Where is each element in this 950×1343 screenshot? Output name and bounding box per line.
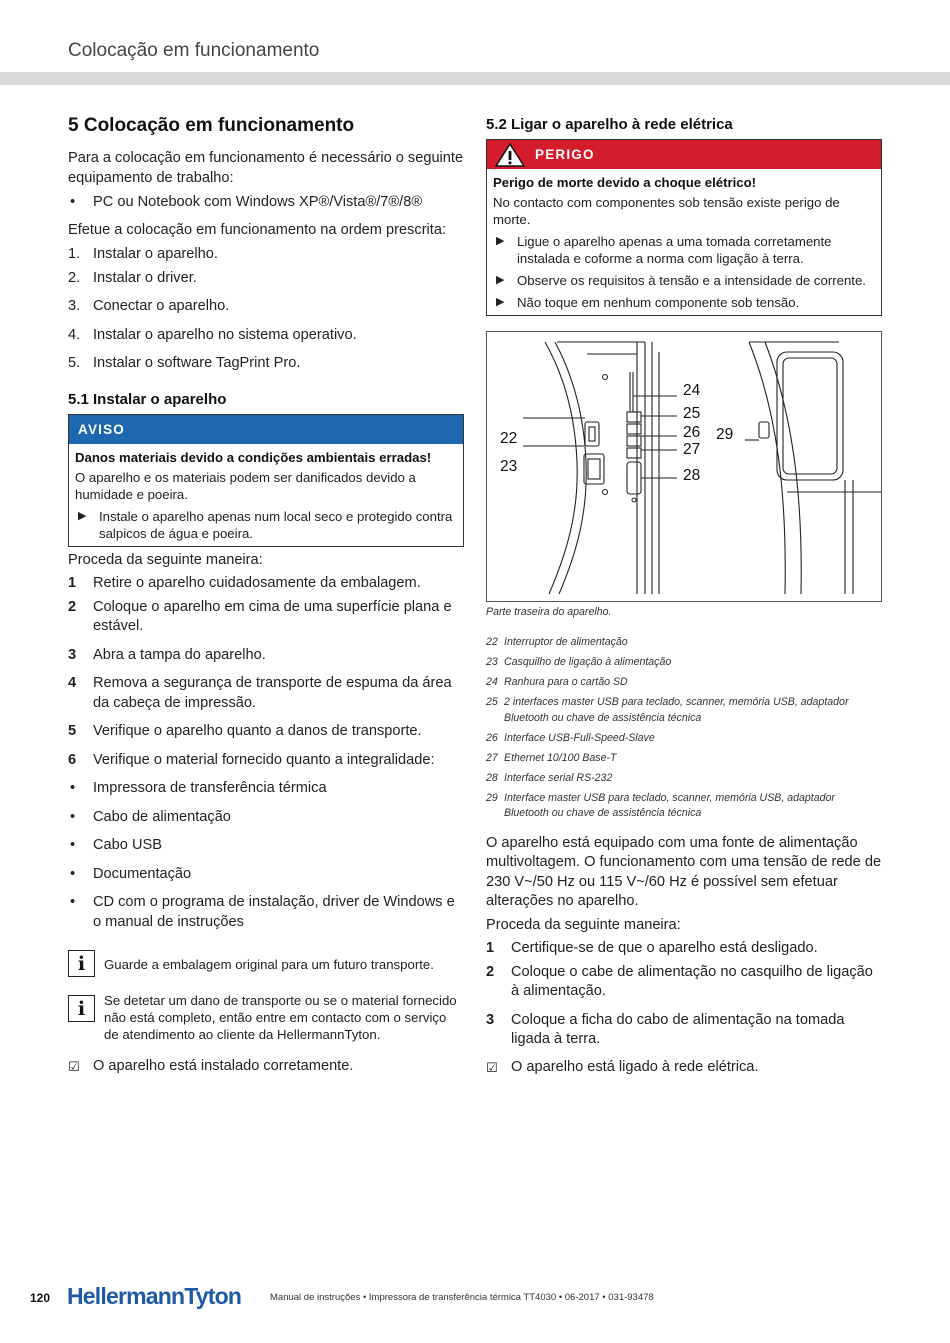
danger-heading: Perigo de morte devido a choque elétrico! xyxy=(493,175,757,190)
contents-item: • Impressora de transferência térmica xyxy=(70,780,327,796)
triangle-bullet-icon: ▶ xyxy=(496,274,505,286)
install-step: 3 Abra a tampa do aparelho. xyxy=(68,646,266,663)
contents-item: • Documentação xyxy=(70,865,192,882)
subsection-title: 5.1 Instalar o aparelho xyxy=(68,390,227,408)
brand-logo: HellermannTyton xyxy=(67,1283,242,1309)
legend-item: 23 Casquilho de ligação à alimentação xyxy=(486,656,672,668)
footer-text: Manual de instruções • Impressora de transferência térmica TT4030 • 06-2017 • 031-93478 xyxy=(270,1292,654,1303)
legend-item: 22 Interruptor de alimentação xyxy=(486,636,628,648)
figure-caption: Parte traseira do aparelho. xyxy=(486,606,612,618)
power-paragraph: O aparelho está equipado com uma fonte de alimentação multivoltagem. O funcionamento com uma tensão de rede de 230 V~/50 Hz ou 115 V~/60 Hz é possível sem efetuar alterações no aparelho. xyxy=(486,834,882,909)
info-icon: i xyxy=(68,995,95,1022)
figure-label-29: 29 xyxy=(716,426,734,443)
device-rear-figure xyxy=(486,331,882,602)
install-step: 1 Retire o aparelho cuidadosamente da embalagem. xyxy=(68,575,421,591)
install-step: 6 Verifique o material fornecido quanto a integralidade: xyxy=(68,751,435,768)
danger-header xyxy=(487,140,881,169)
result-line: ☑ O aparelho está ligado à rede elétrica. xyxy=(486,1058,882,1078)
info-note xyxy=(68,992,464,1043)
legend-item: 25 2 interfaces master USB para teclado, scanner, memória USB, adaptador Bluetooth ou chave de assistência técnica xyxy=(486,696,849,724)
triangle-bullet-icon: ▶ xyxy=(78,509,87,522)
notice-label: AVISO xyxy=(69,415,463,444)
power-step: 3 Coloque a ficha do cabo de alimentação na tomada ligada à terra. xyxy=(486,1011,845,1047)
notice-heading: Danos materiais devido a condições ambientais erradas! xyxy=(75,449,432,465)
legend-item: 29 Interface master USB para teclado, scanner, memória USB, adaptador Bluetooth ou chave de assistência técnica xyxy=(486,791,835,819)
warning-triangle-icon xyxy=(495,143,525,167)
contents-item: • CD com o programa de instalação, driver de Windows e o manual de instruções xyxy=(70,894,455,930)
legend-item: 24 Ranhura para o cartão SD xyxy=(486,676,628,688)
triangle-bullet-icon: ▶ xyxy=(496,235,505,247)
page-number: 120 xyxy=(30,1291,51,1305)
header-bar xyxy=(0,72,950,85)
legend-item: 26 Interface USB-Full-Speed-Slave xyxy=(486,731,655,744)
left-column xyxy=(68,114,464,1077)
figure-label-26: 26 xyxy=(683,424,701,441)
info-icon: i xyxy=(68,950,95,977)
order-step: 5. Instalar o software TagPrint Pro. xyxy=(68,355,301,371)
proceed-text: Proceda da seguinte maneira: xyxy=(486,916,681,933)
checkbox-checked-icon: ☑ xyxy=(486,1059,498,1075)
info-note xyxy=(68,950,464,977)
running-header-title: Colocação em funcionamento xyxy=(68,40,320,61)
bullet-marker: • xyxy=(70,194,76,210)
order-step: 1. Instalar o aparelho. xyxy=(68,246,218,262)
install-step: 5 Verifique o aparelho quanto a danos de transporte. xyxy=(68,723,422,739)
install-step: 4 Remova a segurança de transporte de espuma da área da cabeça de impressão. xyxy=(68,675,452,711)
danger-box xyxy=(486,139,882,316)
notice-action: ▶ Instale o aparelho apenas num local seco e protegido contra salpicos de água e poeira. xyxy=(75,508,457,542)
install-step: 2 Coloque o aparelho em cima de uma superfície plana e estável. xyxy=(68,598,452,634)
power-step: 1 Certifique-se de que o aparelho está desligado. xyxy=(486,940,818,956)
order-intro: Efetue a colocação em funcionamento na ordem prescrita: xyxy=(68,221,447,238)
order-step: 2. Instalar o driver. xyxy=(68,269,197,286)
right-column xyxy=(486,114,882,1077)
info-text: Se detetar um dano de transporte ou se o material fornecido não está completo, então entre em contacto com o serviço de atendimento ao cliente da HellermannTyton. xyxy=(104,993,457,1042)
order-step: 4. Instalar o aparelho no sistema operativo. xyxy=(68,326,357,343)
figure-label-27: 27 xyxy=(683,441,701,458)
figure-legend xyxy=(486,635,882,822)
danger-action: ▶ Não toque em nenhum componente sob tensão. xyxy=(493,294,875,311)
triangle-bullet-icon: ▶ xyxy=(496,296,505,308)
danger-action: ▶ Observe os requisitos à tensão e a intensidade de corrente. xyxy=(493,272,875,289)
notice-box xyxy=(68,414,464,547)
figure-label-23: 23 xyxy=(500,458,518,475)
subsection-title: 5.2 Ligar o aparelho à rede elétrica xyxy=(486,116,733,133)
equipment-item: • PC ou Notebook com Windows XP®/Vista®/7®/8® xyxy=(68,193,464,213)
section-title: 5 Colocação em funcionamento xyxy=(68,115,355,136)
page-footer xyxy=(0,1282,950,1312)
danger-label: PERIGO xyxy=(535,147,595,162)
checkbox-checked-icon: ☑ xyxy=(68,1059,80,1074)
proceed-text: Proceda da seguinte maneira: xyxy=(68,551,263,568)
notice-text: O aparelho e os materiais podem ser danificados devido a humidade e poeira. xyxy=(75,469,416,502)
order-step: 3. Conectar o aparelho. xyxy=(68,298,230,314)
power-step: 2 Coloque o cabe de alimentação no casquilho de ligação à alimentação. xyxy=(486,963,873,999)
danger-action: ▶ Ligue o aparelho apenas a uma tomada corretamente instalada e coforme a norma com ligação à terra. xyxy=(493,233,875,267)
result-line: ☑ O aparelho está instalado corretamente. xyxy=(68,1057,464,1077)
figure-label-22: 22 xyxy=(500,430,518,447)
figure-label-28: 28 xyxy=(683,467,701,484)
info-text: Guarde a embalagem original para um futuro transporte. xyxy=(104,957,434,972)
legend-item: 27 Ethernet 10/100 Base-T xyxy=(486,751,617,764)
contents-item: • Cabo USB xyxy=(70,837,162,853)
figure-label-24: 24 xyxy=(683,382,701,399)
contents-item: • Cabo de alimentação xyxy=(70,808,231,825)
intro-paragraph: Para a colocação em funcionamento é necessário o seguinte equipamento de trabalho: xyxy=(68,150,464,186)
legend-item: 28 Interface serial RS-232 xyxy=(486,771,613,784)
danger-text: No contacto com componentes sob tensão existe perigo de morte. xyxy=(493,195,840,227)
figure-label-25: 25 xyxy=(683,405,701,422)
